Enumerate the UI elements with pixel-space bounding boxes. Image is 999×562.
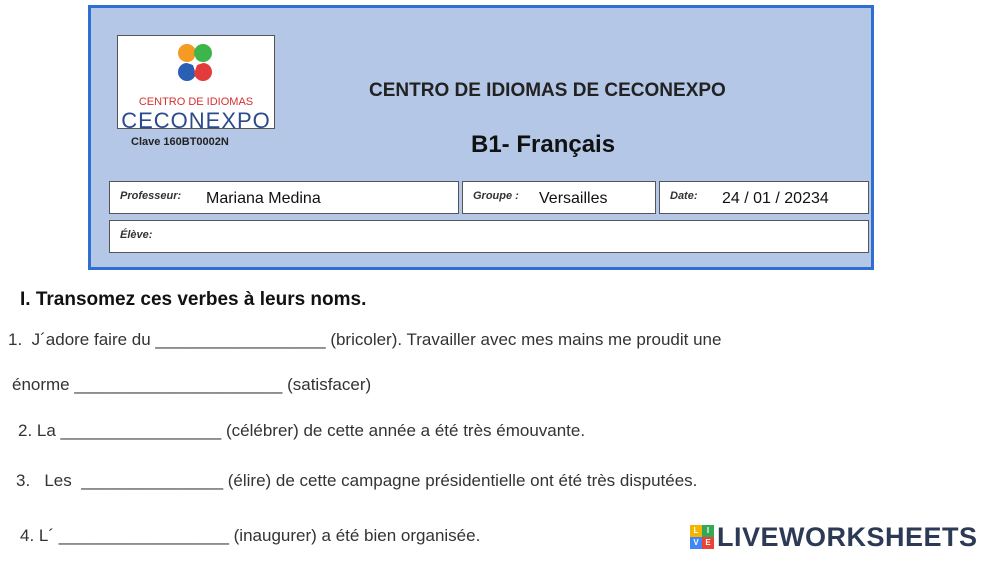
professeur-field xyxy=(109,181,459,214)
exercise-line-4[interactable]: 4. L´ __________________ (inaugurer) a été bien organisée. xyxy=(20,526,481,545)
brand-icon-letter-i: I xyxy=(702,525,714,537)
liveworksheets-logo-icon xyxy=(690,525,714,549)
brand-icon-letter-v: V xyxy=(690,537,702,549)
date-field xyxy=(659,181,869,214)
institute-title: CENTRO DE IDIOMAS DE CECONEXPO xyxy=(369,80,726,101)
logo-text-line2: CECONEXPO xyxy=(121,108,271,129)
liveworksheets-brand xyxy=(690,521,978,553)
groupe-label: Groupe : xyxy=(473,190,519,202)
brand-icon-letter-e: E xyxy=(702,537,714,549)
brand-name: LIVEWORKSHEETS xyxy=(717,521,978,552)
eleve-field[interactable] xyxy=(109,220,869,253)
exercise-line-1[interactable]: 1. J´adore faire du __________________ (bricoler). Travailler avec mes mains me proudit une xyxy=(8,330,722,349)
groupe-value: Versailles xyxy=(539,190,608,207)
date-value: 24 / 01 / 20234 xyxy=(722,190,829,207)
professeur-label: Professeur: xyxy=(120,190,182,202)
eleve-label: Élève: xyxy=(120,229,153,241)
exercise-title: I. Transomez ces verbes à leurs noms. xyxy=(20,289,367,310)
professeur-value: Mariana Medina xyxy=(206,190,321,207)
header-panel xyxy=(88,5,874,270)
groupe-field xyxy=(462,181,656,214)
brand-icon-letter-l: L xyxy=(690,525,702,537)
exercise-line-3[interactable]: 3. Les _______________ (élire) de cette campagne présidentielle ont été très disputées. xyxy=(16,471,698,490)
exercise-line-2[interactable]: 2. La _________________ (célébrer) de cette année a été très émouvante. xyxy=(18,421,586,440)
course-level-title: B1- Français xyxy=(471,131,616,158)
date-label: Date: xyxy=(670,190,698,202)
exercise-line-1-continued[interactable]: énorme ______________________ (satisfacer) xyxy=(12,375,372,394)
institute-logo xyxy=(117,35,275,129)
clave-code: Clave 160BT0002N xyxy=(131,136,229,148)
logo-text-line1: CENTRO DE IDIOMAS xyxy=(138,96,254,108)
logo-mark-icon xyxy=(176,42,214,86)
